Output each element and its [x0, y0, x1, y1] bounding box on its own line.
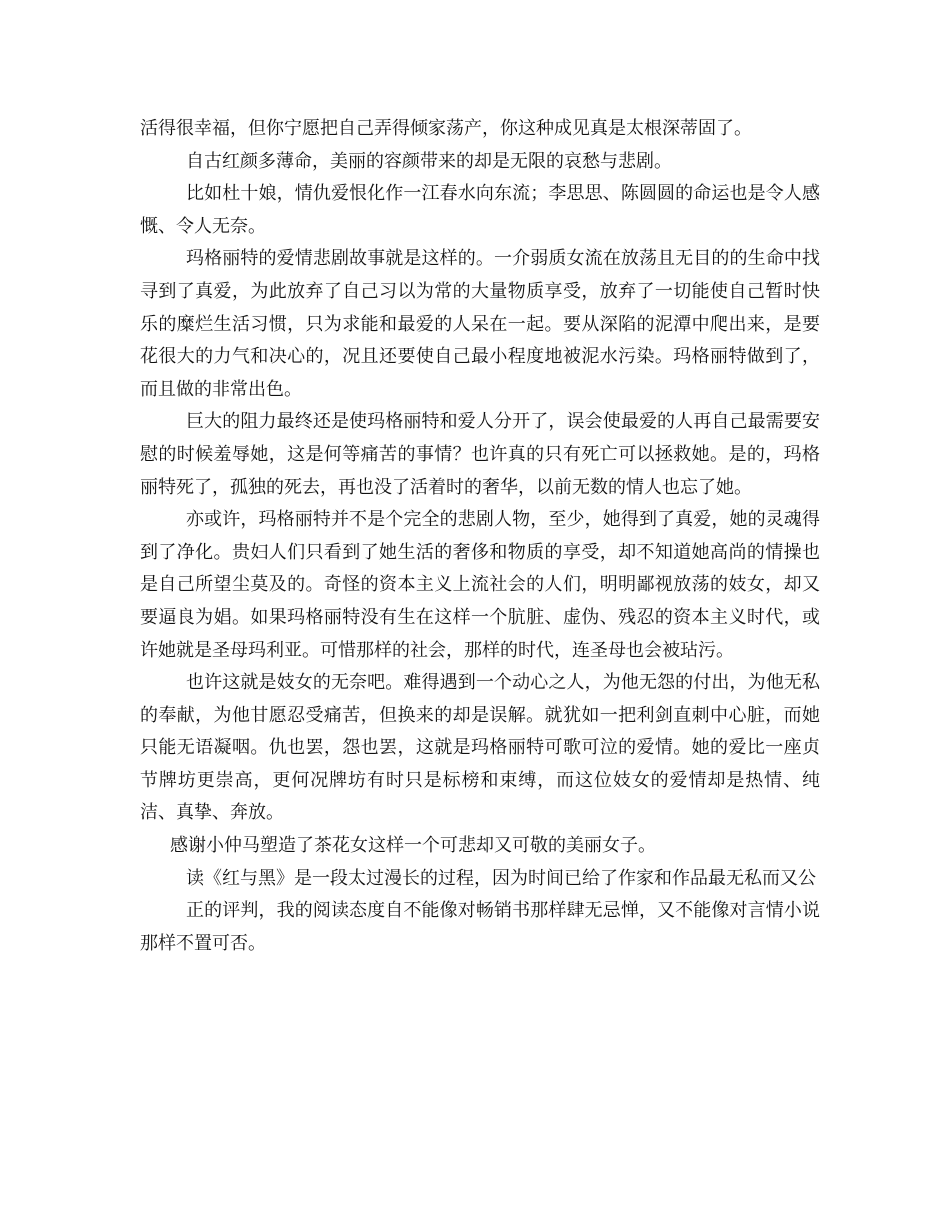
paragraph-4: 玛格丽特的爱情悲剧故事就是这样的。一介弱质女流在放荡且无目的的生命中找寻到了真爱，为此放弃了自己习以为常的大量物质享受，放弃了一切能使自己暂时快乐的糜烂生活习惯，只为求能和最爱的人呆在一起。要从深陷的泥潭中爬出来，是要花很大的力气和决心的，况且还要使自己最小程度地被泥水污染。玛格丽特做到了，而且做的非常出色。 — [140, 248, 820, 400]
paragraph-2: 自古红颜多薄命，美丽的容颜带来的却是无限的哀愁与悲剧。 — [186, 150, 672, 172]
paragraph-10: 正的评判，我的阅读态度自不能像对畅销书那样肆无忌惮，又不能像对言情小说那样不置可否。 — [140, 900, 820, 954]
paragraph-9: 读《红与黑》是一段太过漫长的过程，因为时间已给了作家和作品最无私而又公 — [186, 867, 816, 889]
paragraph-6: 亦或许，玛格丽特并不是个完全的悲剧人物，至少，她得到了真爱，她的灵魂得到了净化。贵妇人们只看到了她生活的奢侈和物质的享受，却不知道她高尚的情操也是自己所望尘莫及的。奇怪的资本主义上流社会的人们，明明鄙视放荡的妓女，却又要逼良为娼。如果玛格丽特没有生在这样一个肮脏、虚伪、残忍的资本主义时代，或许她就是圣母玛利亚。可惜那样的社会，那样的时代，连圣母也会被玷污。 — [140, 509, 820, 661]
paragraph-3: 比如杜十娘，情仇爱恨化作一江春水向东流；李思思、陈圆圆的命运也是令人感慨、令人无奈。 — [140, 183, 820, 237]
paragraph-5: 巨大的阻力最终还是使玛格丽特和爱人分开了，误会使最爱的人再自己最需要安慰的时候羞辱她，这是何等痛苦的事情？也许真的只有死亡可以拯救她。是的，玛格丽特死了，孤独的死去，再也没了活着时的奢华，以前无数的情人也忘了她。 — [140, 411, 820, 498]
paragraph-7: 也许这就是妓女的无奈吧。难得遇到一个动心之人，为他无怨的付出，为他无私的奉献，为他甘愿忍受痛苦，但换来的却是误解。就犹如一把利剑直刺中心脏，而她只能无语凝咽。仇也罢，怨也罢，这就是玛格丽特可歌可泣的爱情。她的爱比一座贞节牌坊更崇高，更何况牌坊有时只是标榜和束缚，而这位妓女的爱情却是热情、纯洁、真挚、奔放。 — [140, 672, 820, 824]
document-body — [140, 113, 820, 960]
paragraph-1: 活得很幸福，但你宁愿把自己弄得倾家荡产，你这种成见真是太根深蒂固了。 — [140, 118, 752, 139]
paragraph-8: 感谢小仲马塑造了茶花女这样一个可悲却又可敬的美丽女子。 — [170, 835, 656, 857]
